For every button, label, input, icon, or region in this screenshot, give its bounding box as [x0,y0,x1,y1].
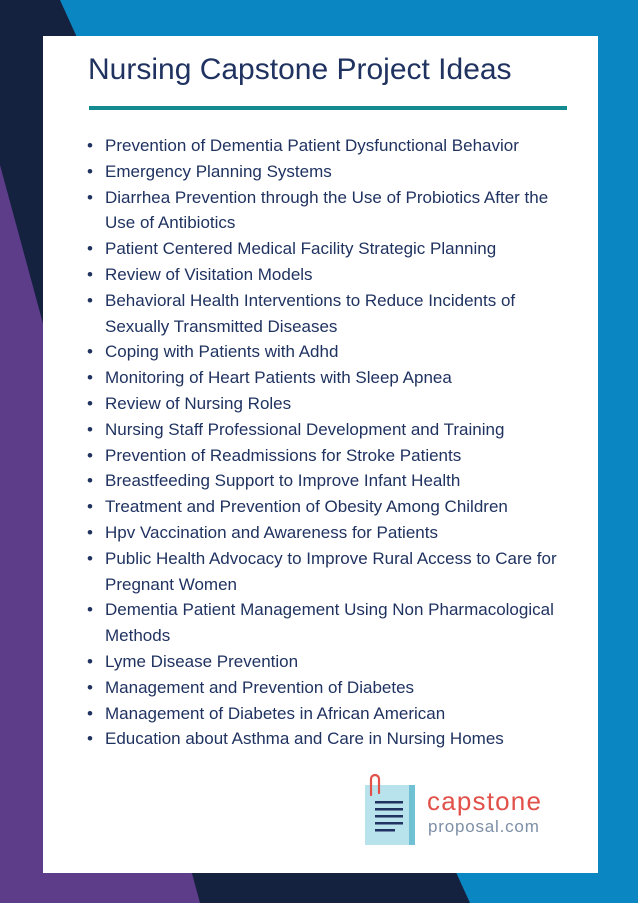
list-item: • Management of Diabetes in African American [87,701,577,727]
list-item: • Review of Nursing Roles [87,391,577,417]
ideas-list [87,133,577,752]
logo-brand-top: capstone [427,786,543,816]
list-item: • Prevention of Dementia Patient Dysfunctional Behavior [87,133,577,159]
list-item: • Emergency Planning Systems [87,159,577,185]
list-item: • Diarrhea Prevention through the Use of Probiotics After the Use of Antibiotics [87,185,577,237]
list-item: • Review of Visitation Models [87,262,577,288]
title-underline [89,106,567,110]
list-item: • Breastfeeding Support to Improve Infant Health [87,468,577,494]
list-item: • Lyme Disease Prevention [87,649,577,675]
list-item: • Education about Asthma and Care in Nursing Homes [87,726,577,752]
list-item: • Monitoring of Heart Patients with Sleep Apnea [87,365,577,391]
document-with-paperclip-icon [361,771,423,849]
logo-brand-bottom: proposal.com [428,817,540,836]
page-title: Nursing Capstone Project Ideas [88,53,512,86]
list-item: • Dementia Patient Management Using Non Pharmacological Methods [87,597,577,649]
list-item: • Behavioral Health Interventions to Reduce Incidents of Sexually Transmitted Diseases [87,288,577,340]
content-card [43,36,598,873]
list-item: • Prevention of Readmissions for Stroke Patients [87,443,577,469]
list-item: • Patient Centered Medical Facility Strategic Planning [87,236,577,262]
capstone-proposal-logo [361,771,571,849]
list-item: • Hpv Vaccination and Awareness for Patients [87,520,577,546]
list-item: • Public Health Advocacy to Improve Rural Access to Care for Pregnant Women [87,546,577,598]
list-item: • Coping with Patients with Adhd [87,339,577,365]
list-item: • Treatment and Prevention of Obesity Among Children [87,494,577,520]
list-item: • Management and Prevention of Diabetes [87,675,577,701]
list-item: • Nursing Staff Professional Development and Training [87,417,577,443]
